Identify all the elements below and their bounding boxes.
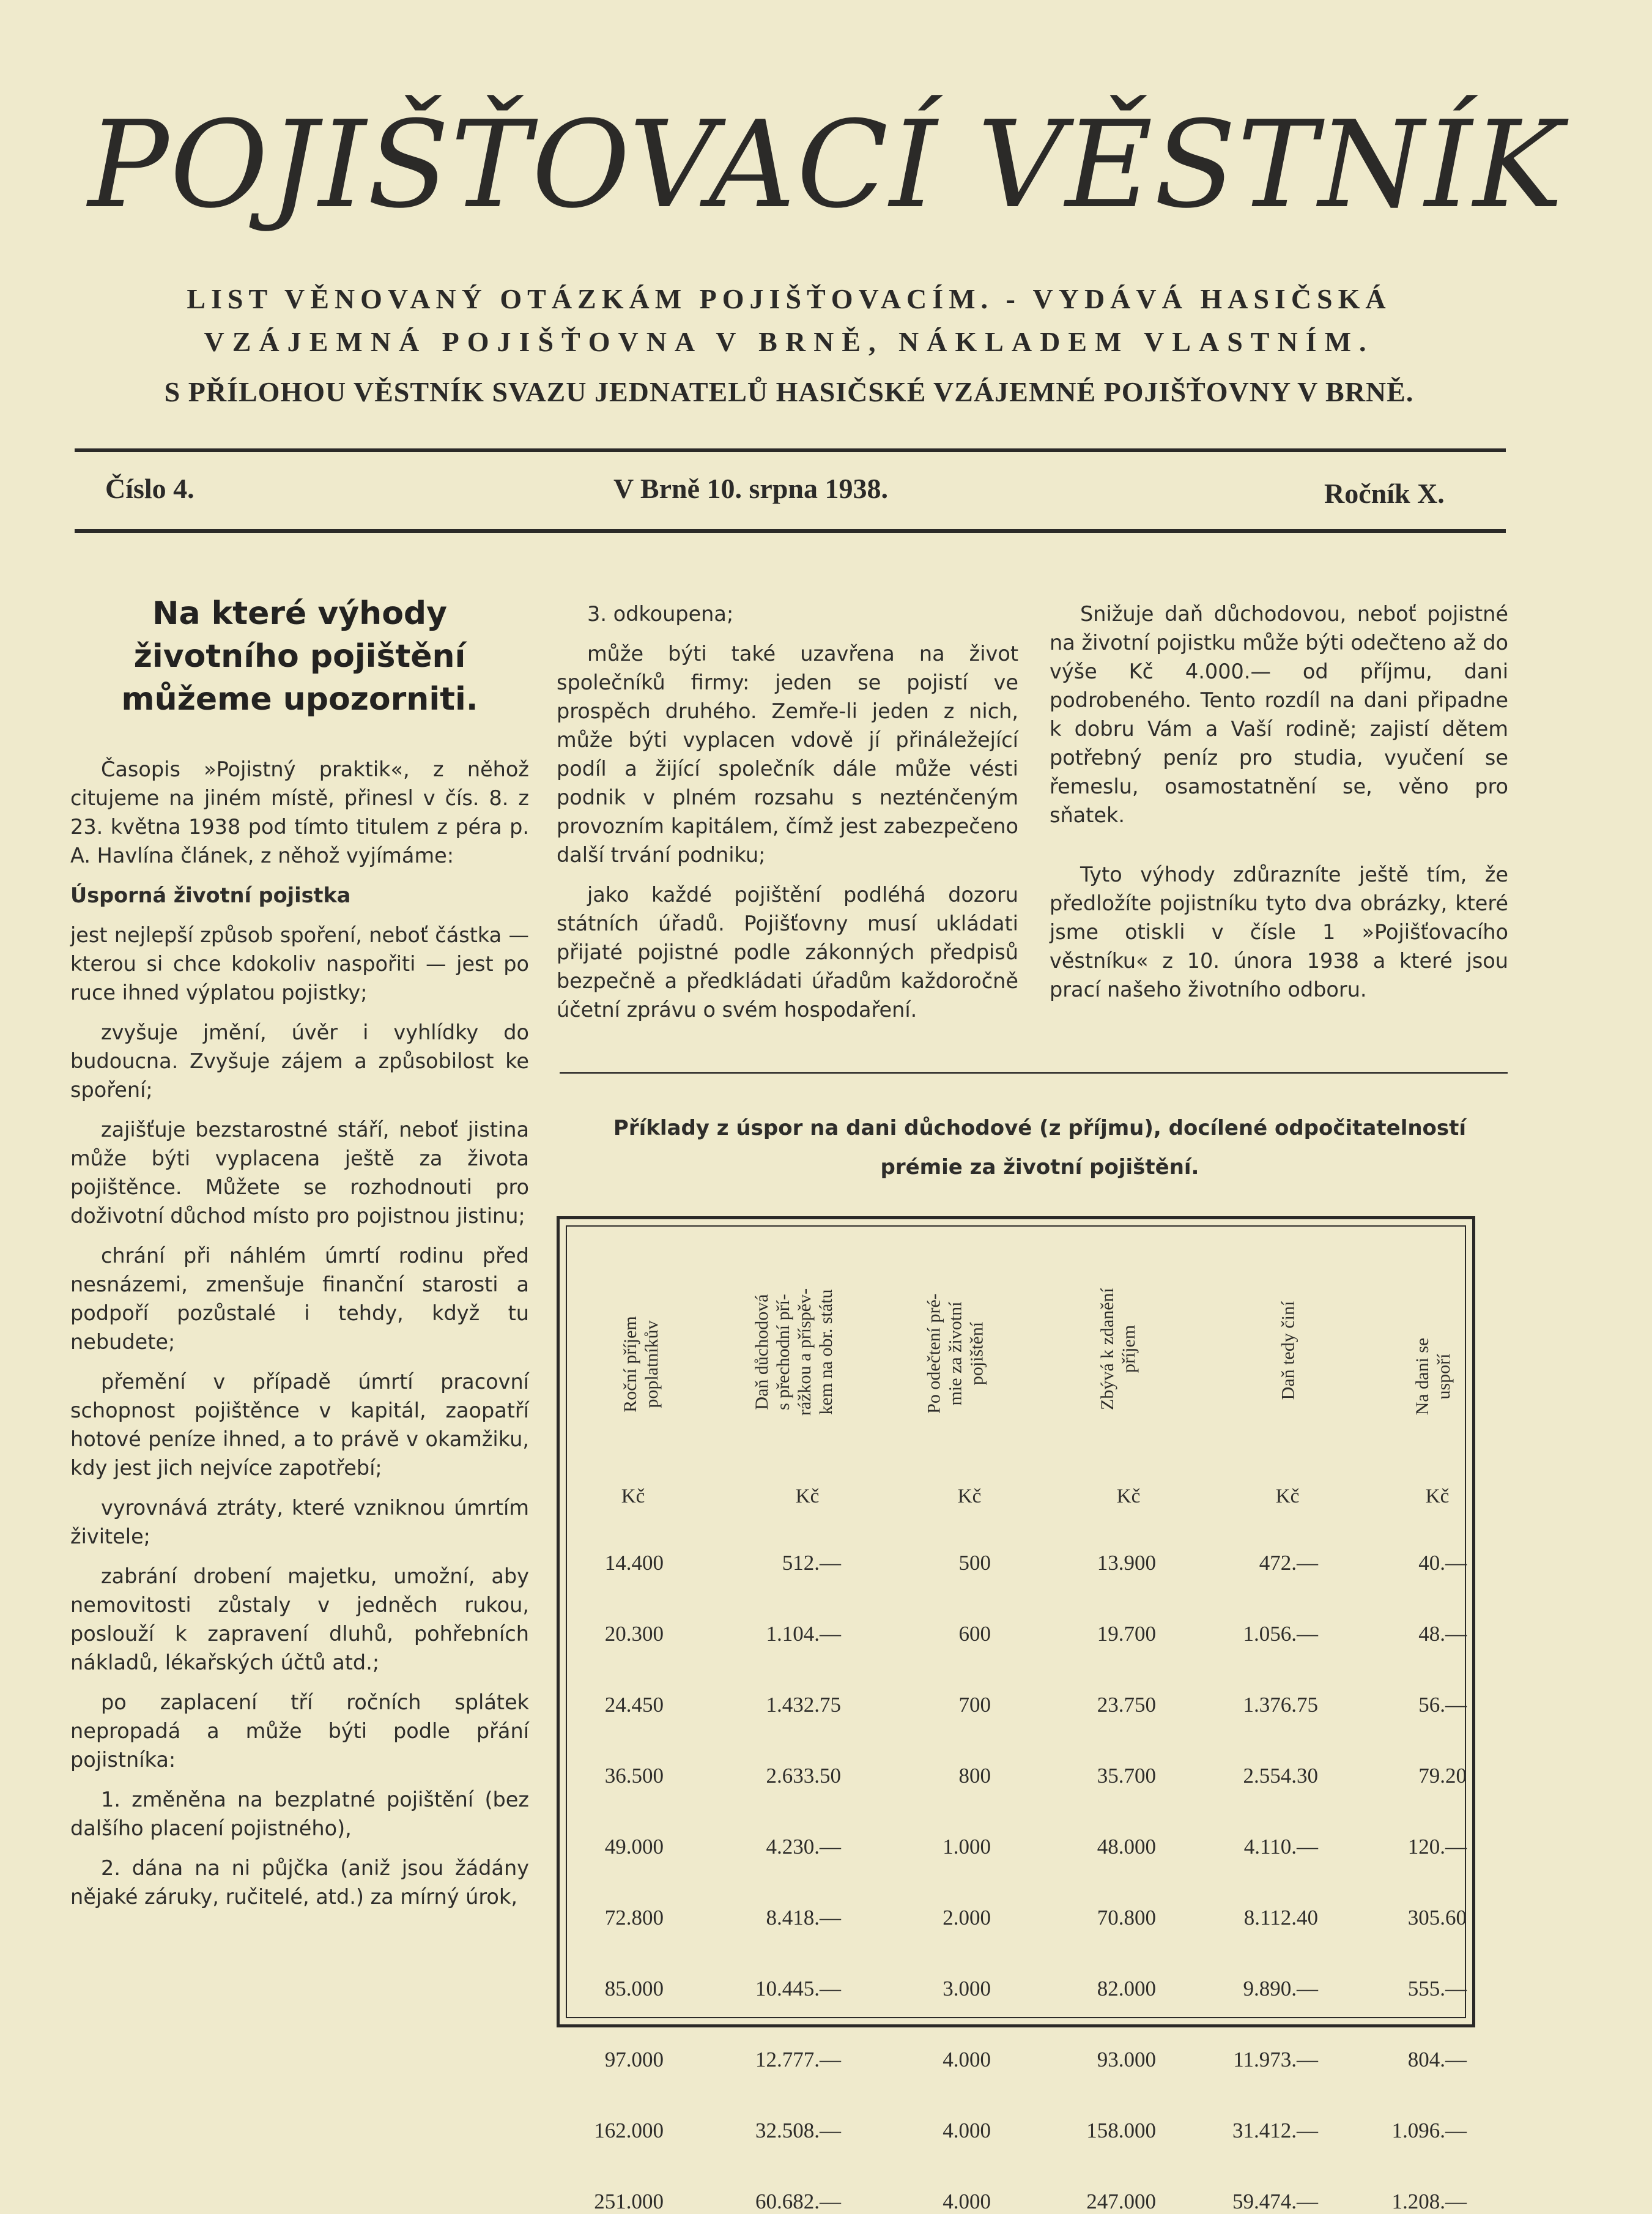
masthead-subtitle-line-1: LIST VĚNOVANÝ OTÁZKÁM POJIŠŤOVACÍM. - VYDÁVÁ HASIČSKÁ: [187, 283, 1391, 314]
cell-tax: 8.418.—: [766, 1906, 841, 1930]
cell-premium: 3.000: [943, 1977, 991, 2000]
article-headline: Na které výhody životního pojištění můžeme upozorniti.: [121, 595, 478, 718]
article-subhead: Úsporná životní pojistka: [70, 883, 351, 907]
column-header-premium: Po odečtení pré- mie za životní pojištění: [924, 1293, 987, 1414]
cell-taxable: 93.000: [1097, 2048, 1156, 2071]
article-list-item: 1. změněna na bezplatné pojištění (bez dalšího placení pojistného),: [70, 1788, 529, 1840]
cell-tax: 32.508.—: [755, 2119, 841, 2142]
cell-saved: 79.20: [1418, 1764, 1467, 1788]
cell-taxable: 82.000: [1097, 1977, 1156, 2000]
column-header-income: Roční příjem poplatníkův: [620, 1316, 662, 1413]
cell-premium: 600: [958, 1622, 991, 1646]
cell-tax-amount: 31.412.—: [1232, 2119, 1318, 2142]
cell-taxable: 19.700: [1097, 1622, 1156, 1646]
cell-tax-amount: 2.554.30: [1243, 1764, 1318, 1788]
cell-premium: 700: [958, 1693, 991, 1717]
article-paragraph: po zaplacení tří ročních splátek nepropadá a může býti podle přání pojistníka:: [70, 1690, 529, 1772]
cell-tax-amount: 472.—: [1259, 1551, 1318, 1575]
cell-saved: 1.096.—: [1391, 2119, 1467, 2142]
cell-tax: 1.432.75: [766, 1693, 841, 1717]
article-intro: Časopis »Pojistný praktik«, z něhož citujeme na jiném místě, přinesl v čís. 8. z 23. května 1938 pod tímto titulem z péra p. A. Havlína článek, z něhož vyjímáme:: [70, 757, 529, 867]
cell-taxable: 70.800: [1097, 1906, 1156, 1930]
cell-taxable: 158.000: [1086, 2119, 1156, 2142]
masthead-title: POJIŠŤOVACÍ VĚSTNÍK: [87, 95, 1565, 235]
cell-tax: 10.445.—: [755, 1977, 841, 2000]
cell-income: 20.300: [604, 1622, 664, 1646]
cell-premium: 500: [958, 1551, 991, 1575]
article-paragraph: Snižuje daň důchodovou, neboť pojistné na životní pojistku může býti odečteno až do výše Kč 4.000.— od příjmu, dani podrobeného. Tento rozdíl na dani připadne k dobru Vám a Vaší rodině; zajistí dětem potřebný peníz pro studia, vyučení se řemeslu, osamostatnění se, věno pro sňatek.: [1050, 602, 1508, 827]
cell-income: 97.000: [604, 2048, 664, 2071]
article-paragraph: chrání při náhlém úmrtí rodinu před nesnázemi, zmenšuje finanční starosti a podpoří pozůstalé i tehdy, když tu nebudete;: [70, 1244, 529, 1354]
cell-premium: 4.000: [943, 2119, 991, 2142]
issue-volume: Ročník X.: [1324, 478, 1445, 509]
cell-saved: 40.—: [1418, 1551, 1467, 1575]
column-header-taxable: Zbývá k zdanění příjem: [1097, 1288, 1139, 1410]
article-column-2: [557, 600, 1018, 1035]
cell-taxable: 247.000: [1086, 2190, 1156, 2213]
cell-income: 85.000: [604, 1977, 664, 2000]
cell-tax-amount: 1.376.75: [1243, 1693, 1318, 1717]
cell-tax: 12.777.—: [755, 2048, 841, 2071]
cell-tax-amount: 59.474.—: [1232, 2190, 1318, 2213]
unit-label: Kč: [1425, 1485, 1450, 1507]
cell-tax-amount: 9.890.—: [1243, 1977, 1318, 2000]
unit-label: Kč: [1275, 1485, 1300, 1507]
cell-tax-amount: 4.110.—: [1243, 1835, 1318, 1859]
cell-saved: 120.—: [1407, 1835, 1467, 1859]
cell-tax: 60.682.—: [755, 2190, 841, 2213]
top-rule: [75, 448, 1506, 452]
cell-premium: 4.000: [943, 2048, 991, 2071]
cell-income: 36.500: [604, 1764, 664, 1788]
cell-saved: 804.—: [1407, 2048, 1467, 2071]
column-header-saved: Na dani se uspoří: [1412, 1337, 1454, 1416]
article-paragraph: může býti také uzavřena na život společníků firmy: jeden se pojistí ve prospěch druhého. Zemře-li jeden z nich, může býti vyplacen vdově jí přináležející podíl a žijící společník dále může vésti podnik v plném rozsahu s nezténčeným provozním kapitálem, čímž jest zabezpečeno další trvání podniku;: [557, 642, 1018, 867]
cell-taxable: 48.000: [1097, 1835, 1156, 1859]
article-paragraph: zvyšuje jmění, úvěr i vyhlídky do budoucna. Zvyšuje zájem a způsobilost ke spoření;: [70, 1020, 529, 1102]
cell-premium: 1.000: [943, 1835, 991, 1859]
cell-income: 251.000: [594, 2190, 664, 2213]
cell-saved: 305.60: [1407, 1906, 1467, 1930]
cell-saved: 48.—: [1418, 1622, 1467, 1646]
cell-saved: 56.—: [1418, 1693, 1467, 1717]
cell-taxable: 13.900: [1097, 1551, 1156, 1575]
unit-label: Kč: [795, 1485, 820, 1507]
cell-saved: 1.208.—: [1391, 2190, 1467, 2213]
cell-tax: 1.104.—: [766, 1622, 841, 1646]
article-column-3: [1050, 600, 1508, 1015]
unit-label: Kč: [957, 1485, 982, 1507]
issue-number: Číslo 4.: [105, 473, 194, 504]
article-paragraph: jako každé pojištění podléhá dozoru státních úřadů. Pojišťovny musí ukládati přijaté pojistné podle zákonných předpisů bezpečně a předkládati úřadům každoročně účetní zprávu o svém hospodaření.: [557, 883, 1018, 1022]
cell-tax-amount: 8.112.40: [1243, 1906, 1318, 1930]
cell-taxable: 23.750: [1097, 1693, 1156, 1717]
cell-income: 14.400: [604, 1551, 664, 1575]
article-list-item: 3. odkoupena;: [587, 602, 734, 626]
unit-label: Kč: [1116, 1485, 1141, 1507]
issue-bottom-rule: [75, 529, 1506, 533]
article-list-item: 2. dána na ni půjčka (aniž jsou žádány nějaké záruky, ručitelé, atd.) za mírný úrok,: [70, 1856, 529, 1909]
article-paragraph: přemění v případě úmrtí pracovní schopnost pojištěnce v kapitál, zaopatří hotové peníze ihned, a to právě v okamžiku, kdy jest jich nejvíce zapotřebí;: [70, 1370, 529, 1480]
cell-tax: 512.—: [782, 1551, 841, 1575]
article-column-1: [70, 592, 529, 1922]
issue-date: V Brně 10. srpna 1938.: [613, 473, 888, 504]
table-separator-rule: [560, 1072, 1508, 1074]
cell-income: 24.450: [604, 1693, 664, 1717]
cell-premium: 2.000: [943, 1906, 991, 1930]
cell-taxable: 35.700: [1097, 1764, 1156, 1788]
table-caption: Příklady z úspor na dani důchodové (z příjmu), docílené odpočitatelností prémie za životní pojištění.: [613, 1116, 1467, 1179]
column-header-tax-amount: Daň tedy činí: [1278, 1301, 1298, 1400]
article-paragraph: zabrání drobení majetku, umožní, aby nemovitosti zůstaly v jedněch rukou, poslouží k zapravení dluhů, pohřebních nákladů, lékařských účtů atd.;: [70, 1564, 529, 1674]
cell-saved: 555.—: [1407, 1977, 1467, 2000]
masthead-subtitle-line-3: S PŘÍLOHOU VĚSTNÍK SVAZU JEDNATELŮ HASIČSKÉ VZÁJEMNÉ POJIŠŤOVNY V BRNĚ.: [164, 376, 1414, 407]
cell-income: 49.000: [604, 1835, 664, 1859]
unit-label: Kč: [621, 1485, 645, 1507]
cell-tax-amount: 11.973.—: [1233, 2048, 1318, 2071]
article-paragraph: Tyto výhody zdůrazníte ještě tím, že předložíte pojistníku tyto dva obrázky, které jsme otiskli v čísle 1 »Pojišťovacího věstníku« z 10. února 1938 a které jsou prací našeho životního odboru.: [1050, 863, 1508, 1001]
column-header-tax: Daň důchodová s přechodní pří- rážkou a příspěv- kem na obr. státu: [752, 1288, 836, 1416]
cell-tax: 4.230.—: [766, 1835, 841, 1859]
article-paragraph: vyrovnává ztráty, které vzniknou úmrtím živitele;: [70, 1496, 529, 1548]
cell-tax-amount: 1.056.—: [1243, 1622, 1318, 1646]
cell-tax: 2.633.50: [766, 1764, 841, 1788]
cell-premium: 4.000: [943, 2190, 991, 2213]
cell-premium: 800: [958, 1764, 991, 1788]
article-paragraph: jest nejlepší způsob spoření, neboť částka — kterou si chce kdokoliv naspořiti — jest po ruce ihned výplatou pojistky;: [70, 923, 529, 1005]
cell-income: 162.000: [594, 2119, 664, 2142]
article-paragraph: zajišťuje bezstarostné stáří, neboť jistina může býti vyplacena ještě za života pojištěnce. Můžete se rozhodnouti pro doživotní důchod místo pro pojistnou jistinu;: [70, 1118, 529, 1228]
cell-income: 72.800: [604, 1906, 664, 1930]
masthead-subtitle-line-2: VZÁJEMNÁ POJIŠŤOVNA V BRNĚ, NÁKLADEM VLASTNÍM.: [204, 326, 1374, 357]
